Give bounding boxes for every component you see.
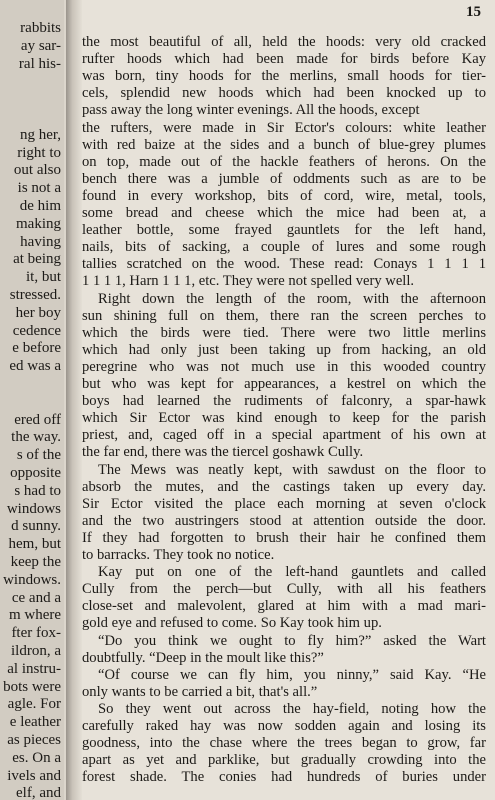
left-page-fragment: her boy	[15, 304, 61, 321]
left-page-fragment: de him	[19, 198, 61, 214]
left-page-fragment: e before	[12, 340, 61, 357]
left-page-fragment: right to	[17, 144, 61, 161]
text-line: the most beautiful of all, held the hoods: very old cracked	[82, 34, 486, 50]
right-page	[82, 0, 495, 800]
text-line: goodness, into the chase where the trees began to grow, far	[82, 735, 486, 752]
text-line: peregrine who was not much use in this wooded country	[82, 358, 486, 375]
text-line: with red baize at the sides and a bunch of blue-grey plumes	[82, 136, 486, 153]
text-line: If they had forgotten to brush their hair he confined them	[82, 529, 486, 546]
text-line: Sir Ector visited the place each morning at seven o'clock	[82, 495, 486, 512]
text-line: tallies scratched on the wood. These read: Conays 1 1 1 1	[82, 256, 486, 273]
left-page-fragment: ildron, a	[11, 643, 61, 659]
left-page-fragment: the way.	[11, 429, 61, 446]
left-page-fragment: at being	[13, 251, 61, 268]
text-line: rufter hoods which had been made for birds before Kay	[82, 51, 486, 68]
text-line: cels, splendid new hoods which had been knocked up to	[82, 85, 486, 102]
text-line: doubtfully. “Deep in the moult like this?”	[82, 649, 324, 666]
page-number: 15	[466, 4, 481, 20]
left-page-fragment: opposite	[10, 465, 61, 481]
text-line: “Of course we can fly him, you ninny,” said Kay. “He	[98, 666, 486, 683]
left-page-fragment: agle. For	[7, 696, 61, 713]
text-line: only wants to be carried a bit, that's all.”	[82, 683, 318, 700]
left-page-fragment: s had to	[14, 482, 61, 499]
left-page-fragment: ng her,	[19, 126, 61, 143]
left-page-fragment: as pieces	[7, 732, 61, 748]
left-page-fragment: windows	[6, 500, 61, 517]
left-page-fragment: e leather	[9, 714, 61, 731]
left-page-edge	[0, 0, 64, 800]
text-line: Right down the length of the room, with the afternoon	[98, 290, 486, 307]
text-line: nails, bits of sacking, a couple of lures and some rough	[82, 239, 486, 256]
text-line: Kay put on one of the left-hand gauntlets and called	[98, 564, 486, 581]
left-page-fragment: ral his-	[18, 55, 61, 72]
left-page-fragment: stressed.	[9, 287, 61, 303]
left-page-fragment: ay sar-	[20, 37, 61, 54]
left-page-fragment: cedence	[12, 322, 61, 339]
text-line: apart as yet and parklike, but gradually crowding into the	[82, 752, 486, 769]
text-line: gold eye and refused to come. So Kay took him up.	[82, 615, 382, 632]
text-line: which the birds were tied. There were two little merlins	[82, 324, 486, 341]
text-line: bench there was a jumble of oddments such as are to be	[82, 170, 486, 187]
left-page-fragment: ivels and	[7, 767, 61, 784]
left-page-fragment: out also	[13, 162, 61, 179]
text-line: some bread and cheese which the mice had been at, a	[82, 205, 486, 221]
text-line: and the two austringers stood at attention outside the door.	[82, 512, 486, 529]
text-line: pass away the long winter evenings. All the hoods, except	[82, 102, 420, 119]
text-line: leather bottle, some frayed gauntlets for the left hand,	[82, 222, 486, 239]
text-line: forest shade. The conies had hundreds of buries under	[82, 769, 486, 786]
text-line: The Mews was neatly kept, with sawdust on the floor to	[98, 461, 486, 478]
left-page-fragment: making	[16, 215, 61, 232]
left-page-fragment: m where	[8, 607, 61, 624]
book-gutter	[66, 0, 82, 800]
text-line: but who was kept for appearances, a kestrel on which the	[82, 376, 486, 392]
text-line: 1 1 1 1, Harn 1 1 1, etc. They were not spelled very well.	[82, 273, 415, 290]
left-page-fragment: elf, and	[16, 785, 61, 800]
text-line: to barracks. They took no notice.	[82, 547, 275, 563]
left-page-fragment: ce and a	[11, 589, 61, 606]
text-line: carefully raked hay was now sodden again and losing its	[82, 718, 486, 734]
left-page-fragment: hem, but	[8, 536, 61, 553]
text-line: absorb the mutes, and the castings taken up every day.	[82, 478, 486, 495]
left-page-fragment: d sunny.	[11, 518, 61, 535]
left-page-fragment: s of the	[16, 447, 61, 464]
text-line: was born, tiny hoods for the merlins, small hoods for tier-	[82, 68, 486, 85]
text-line: So they went out across the hay-field, noting how the	[98, 700, 486, 717]
left-page-fragment: is not a	[17, 180, 61, 197]
left-page-fragment: keep the	[10, 554, 61, 570]
text-line: found in every workshop, bits of cord, wire, metal, tools,	[82, 187, 486, 204]
text-line: boys had learned the rudiments of falconry, a spar-hawk	[82, 393, 486, 410]
left-page-fragment: bots were	[3, 678, 61, 695]
text-line: the rufters, were made in Sir Ector's colours: white leather	[82, 119, 486, 136]
left-page-fragment: it, but	[25, 269, 61, 286]
left-page-fragment: fter fox-	[11, 625, 61, 642]
text-line: Cully from the perch—but Cully, with all his feathers	[82, 581, 486, 598]
text-line: priest, and, caged off in a special apartment of his own at	[82, 427, 486, 444]
left-page-fragment: es. On a	[12, 749, 61, 766]
text-line: the far end, there was the tiercel goshawk Cully.	[82, 444, 364, 461]
left-page-fragment: rabbits	[20, 20, 61, 36]
text-line: “Do you think we ought to fly him?” asked the Wart	[98, 632, 486, 649]
left-page-fragment: ered off	[14, 411, 61, 428]
text-line: which had only just been taking up from hacking, an old	[82, 341, 486, 358]
left-page-fragment: ed was a	[9, 358, 61, 375]
text-line: which Sir Ector was kind enough to keep for the parish	[82, 410, 486, 427]
text-line: sun shining full on them, there ran the screen perches to	[82, 307, 486, 324]
text-line: on top, made out of the hackle feathers of herons. On the	[82, 153, 486, 170]
text-line: close-set and malevolent, glared at him with a mad mari-	[82, 598, 486, 615]
left-page-fragment: windows.	[3, 571, 61, 588]
left-page-fragment: al instru-	[7, 660, 61, 677]
left-page-fragment: having	[20, 233, 61, 250]
